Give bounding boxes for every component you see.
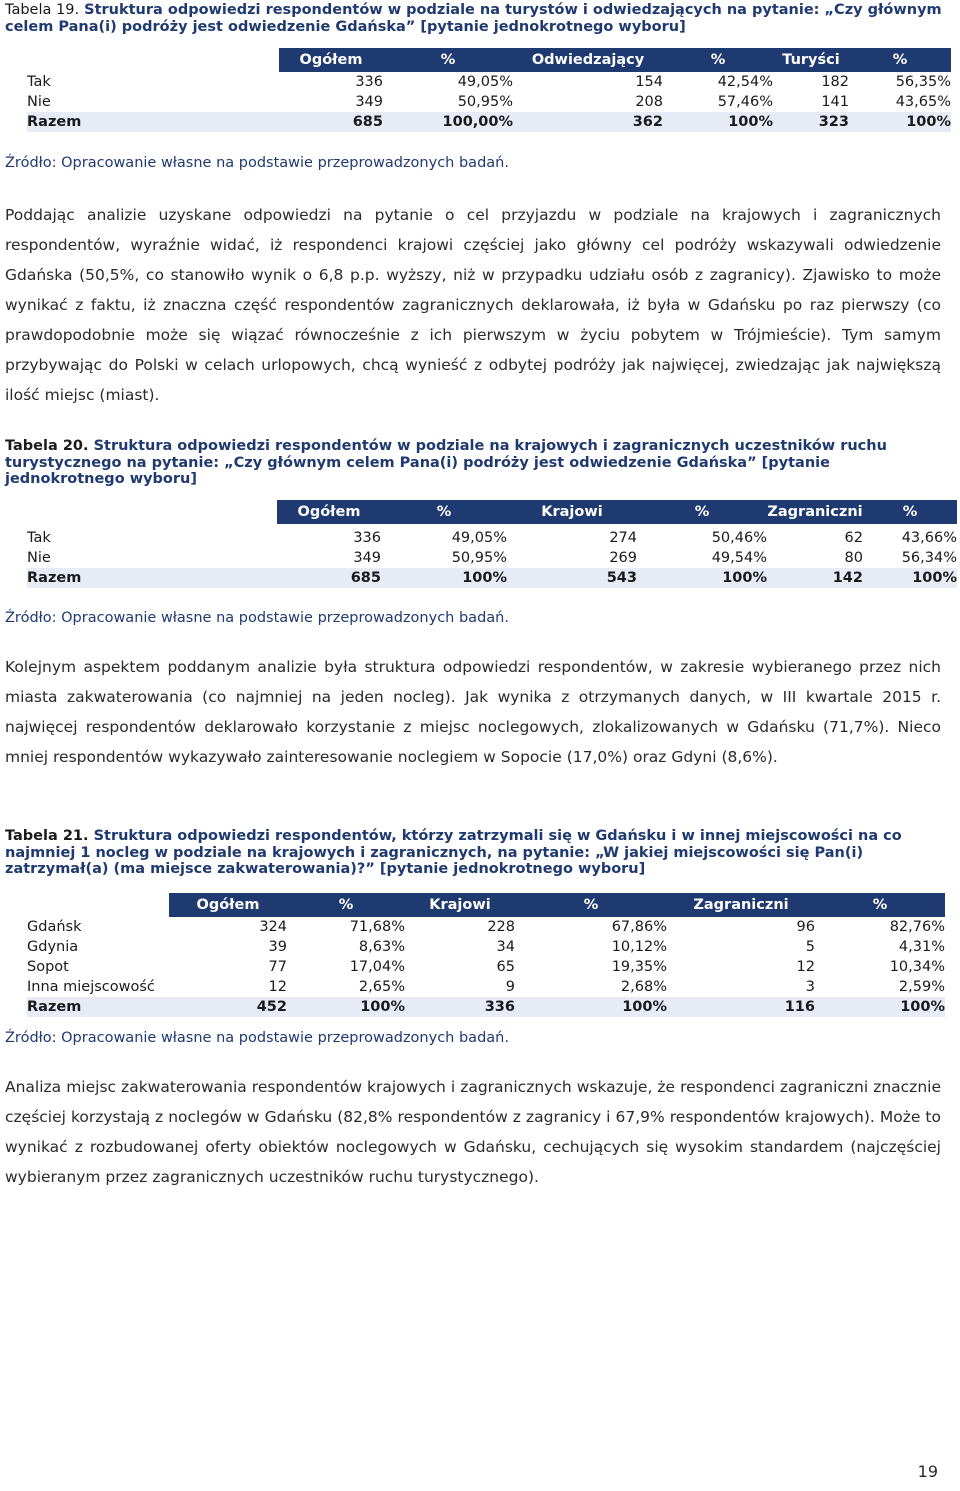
col-header: Turyści: [773, 48, 849, 72]
cell: 56,34%: [901, 550, 957, 566]
table21: [27, 893, 945, 1017]
row-label: Razem: [27, 997, 169, 1017]
cell: 8,63%: [358, 939, 405, 955]
table-row: [27, 92, 951, 112]
table-total-row: [27, 997, 945, 1017]
cell: 100%: [381, 568, 507, 588]
col-header: %: [637, 500, 767, 524]
table20-caption: [5, 438, 953, 488]
row-label: Nie: [27, 550, 51, 566]
cell: 100%: [663, 112, 773, 132]
table20-title: Struktura odpowiedzi respondentów w podziale na krajowych i zagranicznych uczestników ruchu turystycznego na pytanie: „Czy głównym celem Pana(i) podróży jest odwiedzenie Gdańska” [pytanie jednokrotnego wyboru]: [5, 438, 887, 487]
cell: 10,34%: [889, 959, 945, 975]
cell: 19,35%: [611, 959, 667, 975]
table19-source: Źródło: Opracowanie własne na podstawie przeprowadzonych badań.: [5, 155, 509, 171]
cell: 49,05%: [457, 74, 513, 90]
page-number: 19: [917, 1462, 938, 1481]
table19: [27, 48, 951, 132]
cell: 67,86%: [611, 919, 667, 935]
row-label: Tak: [27, 74, 51, 90]
cell: 4,31%: [898, 939, 945, 955]
table-row: [27, 957, 945, 977]
table19-title: Struktura odpowiedzi respondentów w podziale na turystów i odwiedzających na pytanie: „Czy głównym celem Pana(i) podróży jest odwiedzenie Gdańska” [pytanie jednokrotnego wyboru]: [5, 2, 942, 35]
cell: 323: [773, 112, 849, 132]
col-header: Zagraniczni: [767, 500, 863, 524]
cell: 141: [821, 94, 849, 110]
table-total-row: [27, 568, 957, 588]
row-label: Nie: [27, 94, 51, 110]
col-header: Krajowi: [507, 500, 637, 524]
col-header: %: [815, 893, 945, 917]
table19-label: Tabela 19.: [5, 2, 80, 18]
cell: 336: [353, 530, 381, 546]
table20-label: Tabela 20.: [5, 438, 89, 454]
row-label: Gdynia: [27, 939, 79, 955]
cell: 2,59%: [898, 979, 945, 995]
cell: 336: [355, 74, 383, 90]
cell: 57,46%: [717, 94, 773, 110]
cell: 228: [487, 919, 515, 935]
cell: 685: [279, 112, 383, 132]
cell: 9: [505, 979, 515, 995]
cell: 2,68%: [620, 979, 667, 995]
table-row: [27, 548, 957, 568]
cell: 65: [496, 959, 515, 975]
cell: 362: [513, 112, 663, 132]
table-row: [27, 72, 951, 92]
col-header: Ogółem: [279, 48, 383, 72]
table-header-row: [27, 48, 951, 72]
cell: 10,12%: [611, 939, 667, 955]
table21-title: Struktura odpowiedzi respondentów, którzy zatrzymali się w Gdańsku i w innej miejscowości na co najmniej 1 nocleg w podziale na krajowych i zagranicznych, na pytanie: „W jakiej miejscowości się Pan(i) zatrzymał(a) (ma miejsce zakwaterowania)?” [pytanie jednokrotnego wyboru]: [5, 828, 902, 877]
cell: 49,05%: [451, 530, 507, 546]
col-header: Krajowi: [405, 893, 515, 917]
cell: 43,65%: [895, 94, 951, 110]
table21-source: Źródło: Opracowanie własne na podstawie przeprowadzonych badań.: [5, 1030, 509, 1046]
cell: 336: [405, 997, 515, 1017]
paragraph-2: Kolejnym aspektem poddanym analizie była struktura odpowiedzi respondentów, w zakresie wybieranego przez nich miasta zakwaterowania (co najmniej na jeden nocleg). Jak wynika z otrzymanych danych, w III kwartale 2015 r. najwięcej respondentów deklarowało korzystanie z miejsc noclegowych, zlokalizowanych w Gdańsku (71,7%). Nieco mniej respondentów wykazywało zainteresowanie noclegiem w Sopocie (17,0%) oraz Gdyni (8,6%).: [5, 658, 941, 766]
cell: 154: [635, 74, 663, 90]
col-header: %: [515, 893, 667, 917]
row-label: Sopot: [27, 959, 69, 975]
table20: [27, 500, 957, 588]
col-header: Ogółem: [169, 893, 287, 917]
col-header: %: [383, 48, 513, 72]
cell: 39: [268, 939, 287, 955]
cell: 100%: [287, 997, 405, 1017]
table21-label: Tabela 21.: [5, 828, 89, 844]
row-label: Razem: [27, 112, 279, 132]
col-header: Ogółem: [277, 500, 381, 524]
cell: 50,95%: [457, 94, 513, 110]
table-header-row: [27, 893, 945, 917]
col-header: %: [863, 500, 957, 524]
cell: 34: [496, 939, 515, 955]
cell: 116: [667, 997, 815, 1017]
table-row: [27, 977, 945, 997]
cell: 42,54%: [717, 74, 773, 90]
cell: 685: [277, 568, 381, 588]
cell: 182: [821, 74, 849, 90]
row-label: Razem: [27, 568, 277, 588]
table-row: [27, 937, 945, 957]
row-label: Gdańsk: [27, 919, 82, 935]
cell: 452: [169, 997, 287, 1017]
cell: 349: [353, 550, 381, 566]
cell: 100%: [637, 568, 767, 588]
col-header: Zagraniczni: [667, 893, 815, 917]
cell: 49,54%: [711, 550, 767, 566]
table19-caption: [5, 2, 953, 35]
cell: 80: [844, 550, 863, 566]
cell: 71,68%: [349, 919, 405, 935]
cell: 100,00%: [383, 112, 513, 132]
cell: 100%: [815, 997, 945, 1017]
cell: 43,66%: [901, 530, 957, 546]
cell: 12: [268, 979, 287, 995]
cell: 349: [355, 94, 383, 110]
cell: 324: [259, 919, 287, 935]
cell: 50,46%: [711, 530, 767, 546]
cell: 3: [805, 979, 815, 995]
table-total-row: [27, 112, 951, 132]
cell: 2,65%: [358, 979, 405, 995]
cell: 62: [844, 530, 863, 546]
cell: 100%: [849, 112, 951, 132]
cell: 82,76%: [889, 919, 945, 935]
col-header: Odwiedzający: [513, 48, 663, 72]
cell: 274: [609, 530, 637, 546]
col-header: %: [287, 893, 405, 917]
table-row: [27, 917, 945, 937]
table-header-row: [27, 500, 957, 524]
cell: 269: [609, 550, 637, 566]
cell: 12: [796, 959, 815, 975]
cell: 77: [268, 959, 287, 975]
col-header: %: [849, 48, 951, 72]
cell: 543: [507, 568, 637, 588]
cell: 17,04%: [349, 959, 405, 975]
col-header: %: [381, 500, 507, 524]
row-label: Inna miejscowość: [27, 979, 155, 995]
table20-source: Źródło: Opracowanie własne na podstawie przeprowadzonych badań.: [5, 610, 509, 626]
cell: 56,35%: [895, 74, 951, 90]
paragraph-1: Poddając analizie uzyskane odpowiedzi na pytanie o cel przyjazdu w podziale na krajowych i zagranicznych respondentów, wyraźnie widać, iż respondenci krajowi częściej jako główny cel podróży wskazywali odwiedzenie Gdańska (50,5%, co stanowiło wynik o 6,8 p.p. wyższy, niż w przypadku udziału osób z zagranicy). Zjawisko to może wynikać z faktu, iż znaczna część respondentów zagranicznych deklarowała, iż była w Gdańsku po raz pierwszy (co prawdopodobnie może się wiązać równocześnie z ich pierwszym w życiu pobytem w Trójmieście). Tym samym przybywając do Polski w celach urlopowych, chcą wynieść z odbytej podróży jak najwięcej, zwiedzając jak największą ilość miejsc (miast).: [5, 206, 941, 404]
col-header: %: [663, 48, 773, 72]
cell: 208: [635, 94, 663, 110]
cell: 100%: [863, 568, 957, 588]
table21-caption: [5, 828, 953, 878]
cell: 96: [796, 919, 815, 935]
table-row: [27, 528, 957, 548]
cell: 100%: [515, 997, 667, 1017]
row-label: Tak: [27, 530, 51, 546]
cell: 5: [805, 939, 815, 955]
cell: 142: [767, 568, 863, 588]
cell: 50,95%: [451, 550, 507, 566]
paragraph-3: Analiza miejsc zakwaterowania respondentów krajowych i zagranicznych wskazuje, że respondenci zagraniczni znacznie częściej korzystają z noclegów w Gdańsku (82,8% respondentów z zagranicy i 67,9% respondentów krajowych). Może to wynikać z rozbudowanej oferty obiektów noclegowych w Gdańsku, cechujących się wysokim standardem (najczęściej wybieranym przez zagranicznych uczestników ruchu turystycznego).: [5, 1078, 941, 1186]
